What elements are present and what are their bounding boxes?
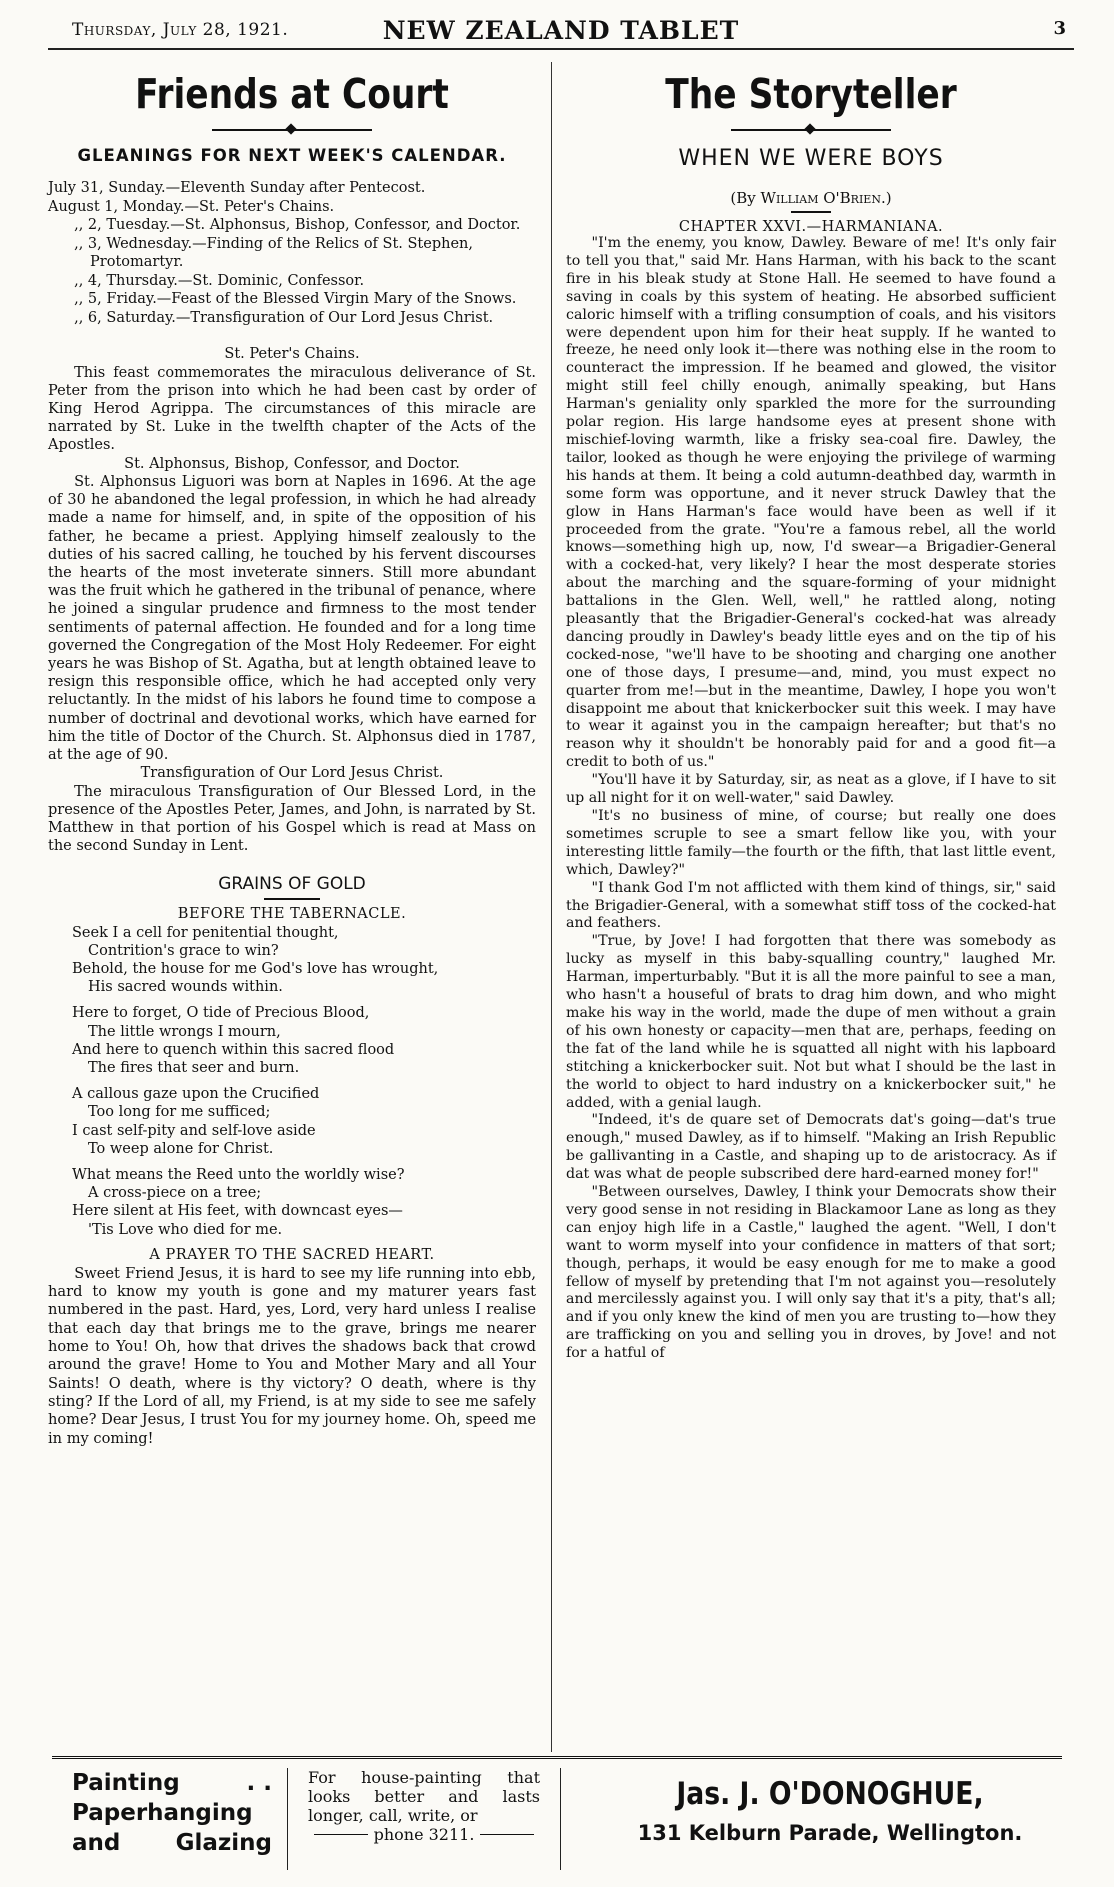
poem-line: Here silent at His feet, with downcast eyes— — [72, 1203, 403, 1220]
ad-divider — [560, 1768, 561, 1870]
calendar-entry: ,, 6, Saturday.—Transfiguration of Our Lord Jesus Christ. — [74, 309, 494, 326]
story-paragraph: "True, by Jove! I had forgotten that there was somebody as lucky as myself in this baby-squalling country," laughed Mr. Harman, imperturbably. "But it is all the more painful to see a man, who hasn't a houseful of brats to drag him down, and who might make his way in the world, made the dupe of men without a grain of his own honesty or capacity—men that are, perhaps, feeding on the fat of the land while he is squatted all night with his lapboard stitching a knickerbocker suit. Not but what I should be the last in the world to object to hard industry on a knickerbocker suit," he added, with a genial laugh. — [566, 933, 1056, 1111]
paper-title: NEW ZEALAND TABLET — [382, 16, 740, 45]
feast-text: The miraculous Transfiguration of Our Blessed Lord, in the presence of the Apostles Peter, James, and John, is narrated by St. Matthew in that portion of his Gospel which is read at Mass on the second Sunday in Lent. — [48, 783, 536, 855]
heading-rule — [264, 898, 320, 900]
byline-suffix: ) — [885, 189, 892, 207]
chapter-heading: CHAPTER XXVI.—HARMANIANA. — [678, 219, 944, 235]
poem — [72, 924, 536, 1239]
story-paragraph: "Between ourselves, Dawley, I think your Democrats show their very good sense in not residing in Blackamoor Lane as long as they can enjoy high life in a Castle," laughed the agent. "Well, I don't want to worm myself into your confidence in matters of that sort; though, perhaps, it would be easy enough for me to make a good fellow of myself by pretending that I'm not against you—resolutely and mercilessly against you. I will only say that it's a pity, that's all; and if you only knew the kind of men you are trusting to—how they are trafficking on you and selling you in droves, by Jove! and not for a hatful of — [566, 1184, 1056, 1362]
issue-date: Thursday, July 28, 1921. — [72, 20, 289, 40]
calendar-entry: ,, 5, Friday.—Feast of the Blessed Virgin Mary of the Snows. — [74, 291, 517, 307]
poem-stanza — [72, 924, 536, 997]
ad-dots: . . — [246, 1770, 272, 1796]
ad-phone-row — [308, 1825, 540, 1844]
story-paragraph: "It's no business of mine, of course; but really one does sometimes scruple to see a smart fellow like you, with your interesting little family—the fourth or the fifth, that last little event, which, Dawley?" — [566, 808, 1056, 878]
page-number: 3 — [1053, 18, 1066, 39]
left-column — [48, 62, 536, 1448]
ad-phone: phone 3211. — [373, 1825, 475, 1844]
calendar-entry: ,, 2, Tuesday.—St. Alphonsus, Bishop, Confessor, and Doctor. — [74, 217, 521, 233]
right-column — [566, 62, 1056, 1363]
ad-divider — [287, 1768, 288, 1870]
calendar-entry: ,, 3, Wednesday.—Finding of the Relics of St. Stephen, Protomartyr. — [74, 235, 473, 270]
advertisement-rule — [52, 1756, 1062, 1759]
poem-line: 'Tis Love who died for me. — [88, 1221, 283, 1238]
poem-line: I cast self-pity and self-love aside — [72, 1122, 316, 1139]
byline — [566, 189, 1056, 207]
feast-heading: St. Alphonsus, Bishop, Confessor, and Doctor. — [124, 455, 460, 472]
section-title-storyteller: The Storyteller — [665, 70, 957, 118]
feast-heading: St. Peter's Chains. — [224, 346, 360, 362]
ad-painting — [72, 1768, 272, 1878]
ad-text: For house-painting that looks better and lasts longer, call, write, or — [308, 1768, 540, 1825]
calendar-list — [48, 179, 536, 327]
ad-address: 131 Kelburn Parade, Wellington. — [637, 1821, 1023, 1845]
ad-house-painting — [308, 1768, 540, 1878]
author-name: William O'Brien. — [760, 189, 886, 207]
poem-line: Seek I a cell for penitential thought, — [72, 924, 339, 941]
poem-line: The little wrongs I mourn, — [88, 1023, 281, 1040]
poem-line: Too long for me sufficed; — [88, 1104, 271, 1121]
calendar-entry: August 1, Monday.—St. Peter's Chains. — [48, 198, 335, 215]
feast-heading: Transfiguration of Our Lord Jesus Christ. — [140, 765, 444, 782]
calendar-entry: July 31, Sunday.—Eleventh Sunday after Pentecost. — [48, 180, 426, 196]
ad-line: and — [72, 1830, 121, 1856]
story-paragraph: "I thank God I'm not afflicted with them kind of things, sir," said the Brigadier-General, with a somewhat stiff toss of the cocked-hat and feathers. — [566, 879, 1056, 932]
poem-stanza — [72, 1004, 536, 1077]
poem-line: Here to forget, O tide of Precious Blood, — [72, 1005, 370, 1022]
ad-line: Paperhanging — [72, 1800, 253, 1826]
prayer-title: A PRAYER TO THE SACRED HEART. — [149, 1246, 435, 1263]
column-divider — [551, 62, 552, 1752]
byline-prefix: (By — [730, 189, 761, 207]
feast-text: St. Alphonsus Liguori was born at Naples in 1696. At the age of 30 he abandoned the legal profession, in which he had already made a name for himself, and, in spite of the opposition of his father, he became a priest. Applying himself zealously to the duties of his sacred calling, he touched by his fervent discourses the hearts of the most inveterate sinners. Still more abundant was the fruit which he gathered in the tribunal of penance, where he joined a singular prudence and firmness to the most tender sentiments of paternal affection. He founded and for a long time governed the Congregation of the Most Holy Redeemer. For eight years he was Bishop of St. Agatha, but at length obtained leave to resign this responsible office, which he had accepted only very reluctantly. In the midst of his labors he found time to compose a number of doctrinal and devotional works, which have earned for him the title of Doctor of the Church. St. Alphonsus died in 1787, at the age of 90. — [48, 474, 536, 764]
poem-line: What means the Reed unto the worldly wise? — [72, 1167, 405, 1184]
calendar-entry: ,, 4, Thursday.—St. Dominic, Confessor. — [74, 272, 365, 289]
poem-title: BEFORE THE TABERNACLE. — [177, 905, 407, 922]
story-paragraph: "You'll have it by Saturday, sir, as neat as a glove, if I have to sit up all night for it on well-water," said Dawley. — [566, 772, 1056, 807]
poem-stanza — [72, 1166, 536, 1239]
ad-line: Glazing — [175, 1830, 272, 1856]
story-paragraph: "I'm the enemy, you know, Dawley. Beware of me! It's only fair to tell you that," said Mr. Hans Harman, with his back to the scant fire in his bleak study at Stone Hall. He seemed to have found a saving in coals by this system of heating. He absorbed sufficient caloric himself with a trifling consumption of coals, and his visitors were dependent upon him for their heat supply. If he wanted to freeze, he need only look it—there was nothing else in the room to counteract the impression. If he beamed and glowed, the visitor might still feel chilly enough, animally speaking, but Hans Harman's geniality only sparkled the more for the surrounding polar region. His large handsome eyes at present shone with mischief-loving warmth, like a frisky sea-coal fire. Dawley, the tailor, looked as though he were enjoying the privilege of warming his hands at them. It being a cold autumn-deathbed day, warmth in some form was opportune, and it never struck Dawley that the glow in Hans Harman's face would have been as well if it proceeded from the grate. "You're a famous rebel, all the world knows—something high up, now, I'd swear—a Brigadier-General with a cocked-hat, very likely? I hear the most desperate stories about the marching and the square-forming of your midnight battalions in the Glen. Well, well," he rattled along, noting pleasantly that the Brigadier-General's cocked-hat was already dancing proudly in Dawley's beady little eyes and on the tip of his cocked-nose, "we'll have to be shooting and charging one another one of those days, I presume—and, mind, you must expect no quarter from me!—but in the meantime, Dawley, I hope you won't disappoint me about that knickerbocker suit this week. I may have to wear it against you in the campaign hereafter; but that's no reason why it shouldn't be honorably paid for and a good fit—a credit to both of us." — [566, 235, 1056, 771]
ad-odonoghue — [610, 1768, 1050, 1878]
feast-text: This feast commemorates the miraculous deliverance of St. Peter from the prison into which he had been cast by order of King Herod Agrippa. The circumstances of this miracle are narrated by St. Luke in the twelfth chapter of the Acts of the Apostles. — [48, 364, 536, 454]
poem-line: Contrition's grace to win? — [88, 942, 279, 959]
title-ornament — [731, 124, 891, 136]
poem-line: His sacred wounds within. — [88, 979, 283, 996]
prayer-text: Sweet Friend Jesus, it is hard to see my life running into ebb, hard to know my youth is gone and my maturer years fast numbered in the past. Hard, yes, Lord, very hard unless I realise that each day that brings me to the grave, brings me nearer home to You! Oh, how that drives the shadows back that crowd around the grave! Home to You and Mother Mary and all Your Saints! O death, where is thy victory? O death, where is thy sting? If the Lord of all, my Friend, is at my side to see me safely home? Dear Jesus, I trust You for my journey home. Oh, speed me in my coming! — [48, 1264, 537, 1447]
story-title: WHEN WE WERE BOYS — [678, 146, 944, 171]
poem-line: And here to quench within this sacred flood — [72, 1041, 395, 1058]
section-title-friends-at-court: Friends at Court — [135, 70, 449, 118]
masthead-rule — [48, 48, 1074, 50]
poem-stanza — [72, 1085, 536, 1158]
ad-line: Painting — [72, 1770, 180, 1796]
poem-line: A callous gaze upon the Crucified — [72, 1086, 320, 1103]
poem-line: To weep alone for Christ. — [88, 1140, 274, 1157]
ad-business-name: Jas. J. O'DONOGHUE, — [676, 1776, 984, 1812]
poem-line: The fires that seer and burn. — [88, 1060, 300, 1076]
calendar-heading: GLEANINGS FOR NEXT WEEK'S CALENDAR. — [77, 146, 507, 165]
masthead — [48, 8, 1074, 48]
poem-line: Behold, the house for me God's love has wrought, — [72, 960, 439, 977]
poem-line: A cross-piece on a tree; — [88, 1185, 262, 1202]
byline-rule — [791, 211, 831, 213]
grains-of-gold-heading: GRAINS OF GOLD — [218, 873, 366, 894]
title-ornament — [212, 124, 372, 136]
story-paragraph: "Indeed, it's de quare set of Democrats dat's going—dat's true enough," mused Dawley, as if to himself. "Making an Irish Republic be gallivanting in a Castle, and shaping up to de aristocracy. As if dat was what de people subscribed dere hard-earned money for!" — [566, 1112, 1056, 1183]
